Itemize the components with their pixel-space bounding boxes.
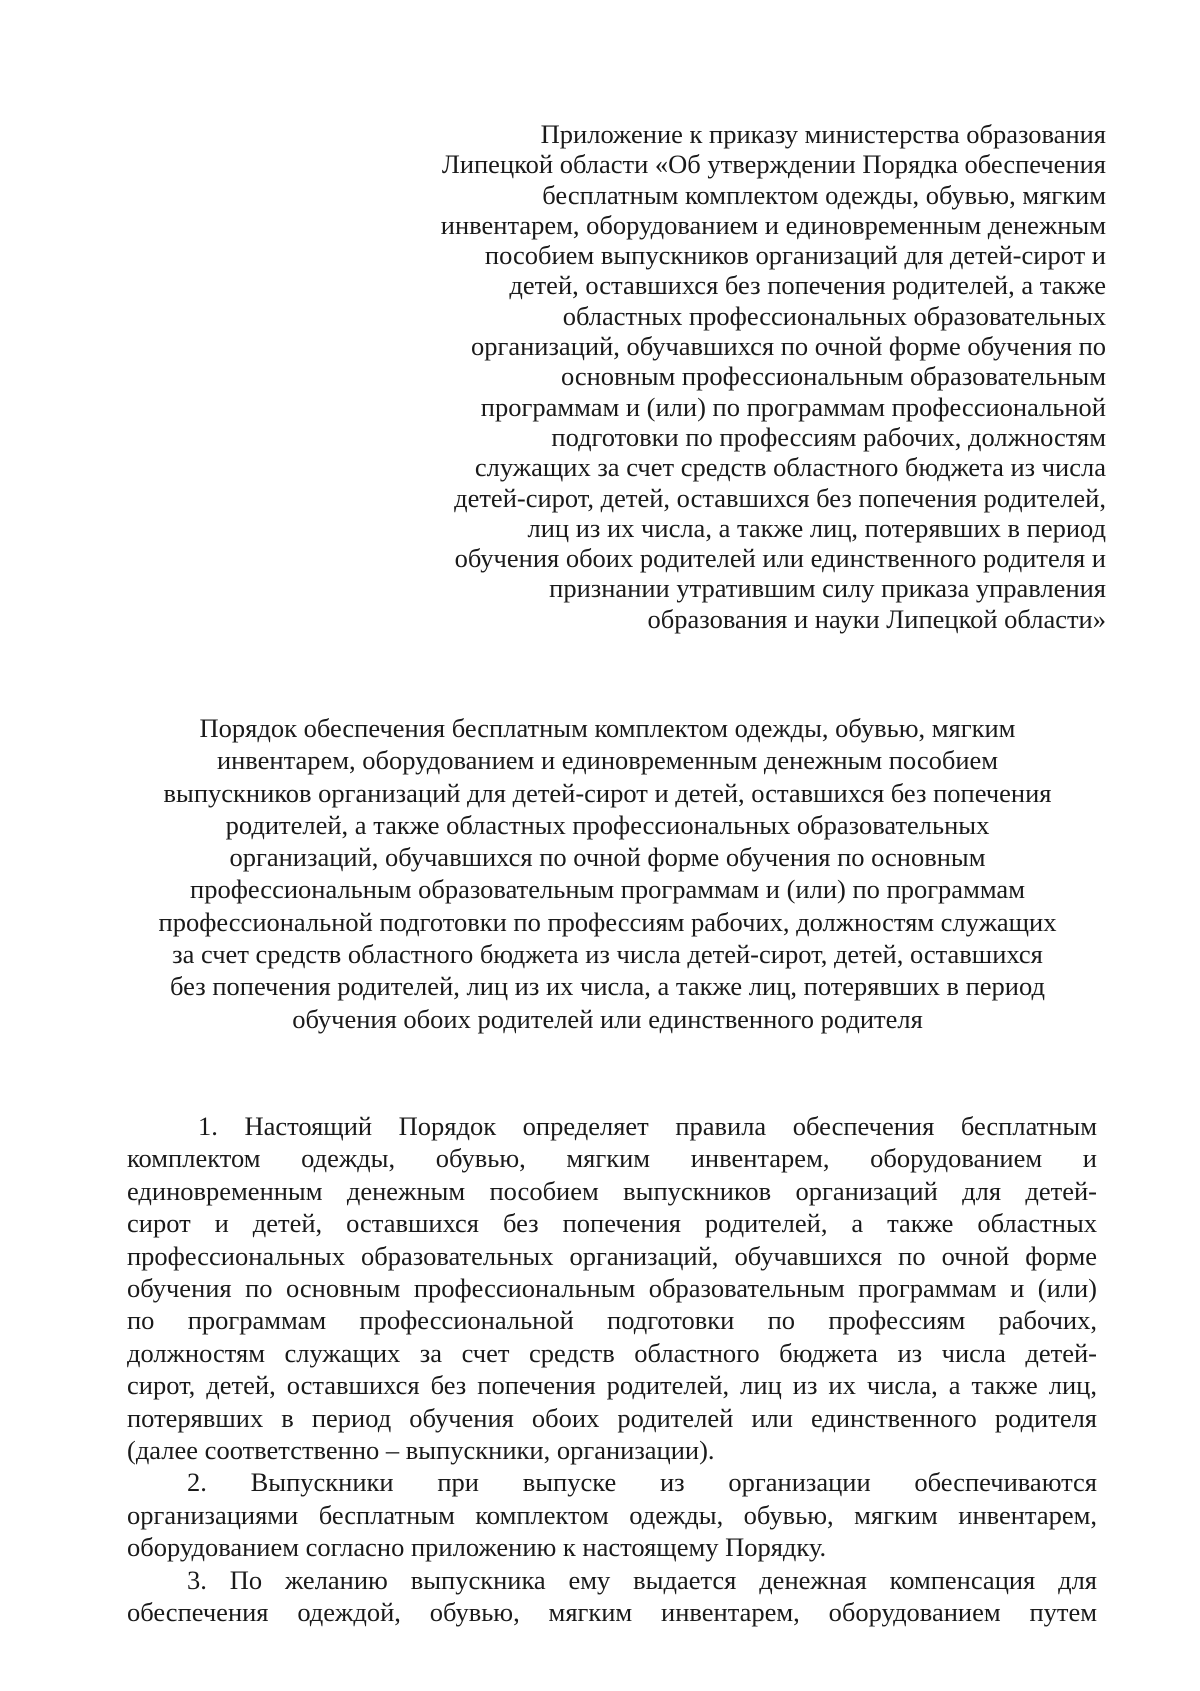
body-line: организациями бесплатным комплектом одежды, обувью, мягким инвентарем, [127, 1499, 1097, 1530]
body-line: по программам профессиональной подготовки по профессиям рабочих, [127, 1305, 1097, 1336]
appendix-line: обучения обоих родителей или единственного родителя и [454, 543, 1106, 574]
appendix-line: детей-сирот, детей, оставшихся без попечения родителей, [454, 482, 1106, 513]
title-line: Порядок обеспечения бесплатным комплектом одежды, обувью, мягким [199, 713, 1016, 743]
appendix-line: детей, оставшихся без попечения родителей, а также [509, 270, 1106, 301]
paragraph-3 [127, 1564, 1097, 1629]
body-line: оборудованием согласно приложению к настоящему Порядку. [127, 1532, 827, 1563]
title-line: профессиональным образовательным программам и (или) по программам [190, 874, 1025, 905]
appendix-line: инвентарем, оборудованием и единовременным денежным [440, 209, 1106, 240]
title-line: без попечения родителей, лиц из их числа, а также лиц, потерявших в период [170, 971, 1045, 1002]
body-line: обеспечения одеждой, обувью, мягким инвентарем, оборудованием путем [127, 1597, 1097, 1628]
body-line: комплектом одежды, обувью, мягким инвентарем, оборудованием и [127, 1143, 1097, 1174]
body-line: обучения по основным профессиональным образовательным программам и (или) [127, 1273, 1097, 1304]
title-line: обучения обоих родителей или единственного родителя [292, 1003, 923, 1034]
body-line: 3. По желанию выпускника ему выдается денежная компенсация для [187, 1564, 1097, 1595]
appendix-line: Приложение к приказу министерства образования [540, 119, 1106, 149]
appendix-line: подготовки по профессиям рабочих, должностям [551, 421, 1106, 452]
paragraph-1 [127, 1110, 1097, 1466]
title-line: организаций, обучавшихся по очной форме обучения по основным [229, 842, 986, 873]
appendix-line: бесплатным комплектом одежды, обувью, мягким [542, 179, 1106, 210]
body-line: единовременным денежным пособием выпускников организаций для детей- [127, 1175, 1097, 1206]
document-title [120, 712, 1095, 1035]
title-line: профессиональной подготовки по профессиям рабочих, должностям служащих [158, 906, 1057, 937]
title-line: за счет средств областного бюджета из числа детей-сирот, детей, оставшихся [172, 939, 1043, 970]
body-line: (далее соответственно – выпускники, организации). [127, 1435, 715, 1466]
body-line: профессиональных образовательных организаций, обучавшихся по очной форме [127, 1240, 1097, 1271]
appendix-line: лиц из их числа, а также лиц, потерявших в период [527, 512, 1106, 543]
appendix-line: пособием выпускников организаций для детей-сирот и [484, 240, 1106, 271]
appendix-line: программам и (или) по программам профессиональной [480, 391, 1106, 422]
title-line: родителей, а также областных профессиональных образовательных [225, 809, 990, 840]
appendix-line: служащих за счет средств областного бюджета из числа [474, 452, 1106, 483]
body-line: 2. Выпускники при выпуске из организации обеспечиваются [187, 1467, 1097, 1498]
appendix-line: основным профессиональным образовательным [560, 361, 1106, 392]
appendix-line: признании утратившим силу приказа управления [549, 573, 1106, 604]
appendix-line: Липецкой области «Об утверждении Порядка обеспечения [441, 149, 1106, 180]
appendix-line: областных профессиональных образовательных [562, 300, 1106, 331]
body-line: 1. Настоящий Порядок определяет правила обеспечения бесплатным [198, 1111, 1097, 1141]
body-line: сирот и детей, оставшихся без попечения родителей, а также областных [127, 1208, 1097, 1239]
document-body [127, 1110, 1097, 1629]
paragraph-2 [127, 1466, 1097, 1563]
title-line: инвентарем, оборудованием и единовременным денежным пособием [216, 745, 999, 776]
appendix-line: образования и науки Липецкой области» [647, 603, 1106, 634]
body-line: должностям служащих за счет средств областного бюджета из числа детей- [127, 1337, 1097, 1368]
body-line: сирот, детей, оставшихся без попечения родителей, лиц из их числа, а также лиц, [127, 1370, 1097, 1401]
appendix-header [406, 119, 1106, 634]
appendix-line: организаций, обучавшихся по очной форме обучения по [470, 331, 1106, 362]
body-line: потерявших в период обучения обоих родителей или единственного родителя [127, 1402, 1097, 1433]
title-line: выпускников организаций для детей-сирот и детей, оставшихся без попечения [163, 777, 1052, 808]
